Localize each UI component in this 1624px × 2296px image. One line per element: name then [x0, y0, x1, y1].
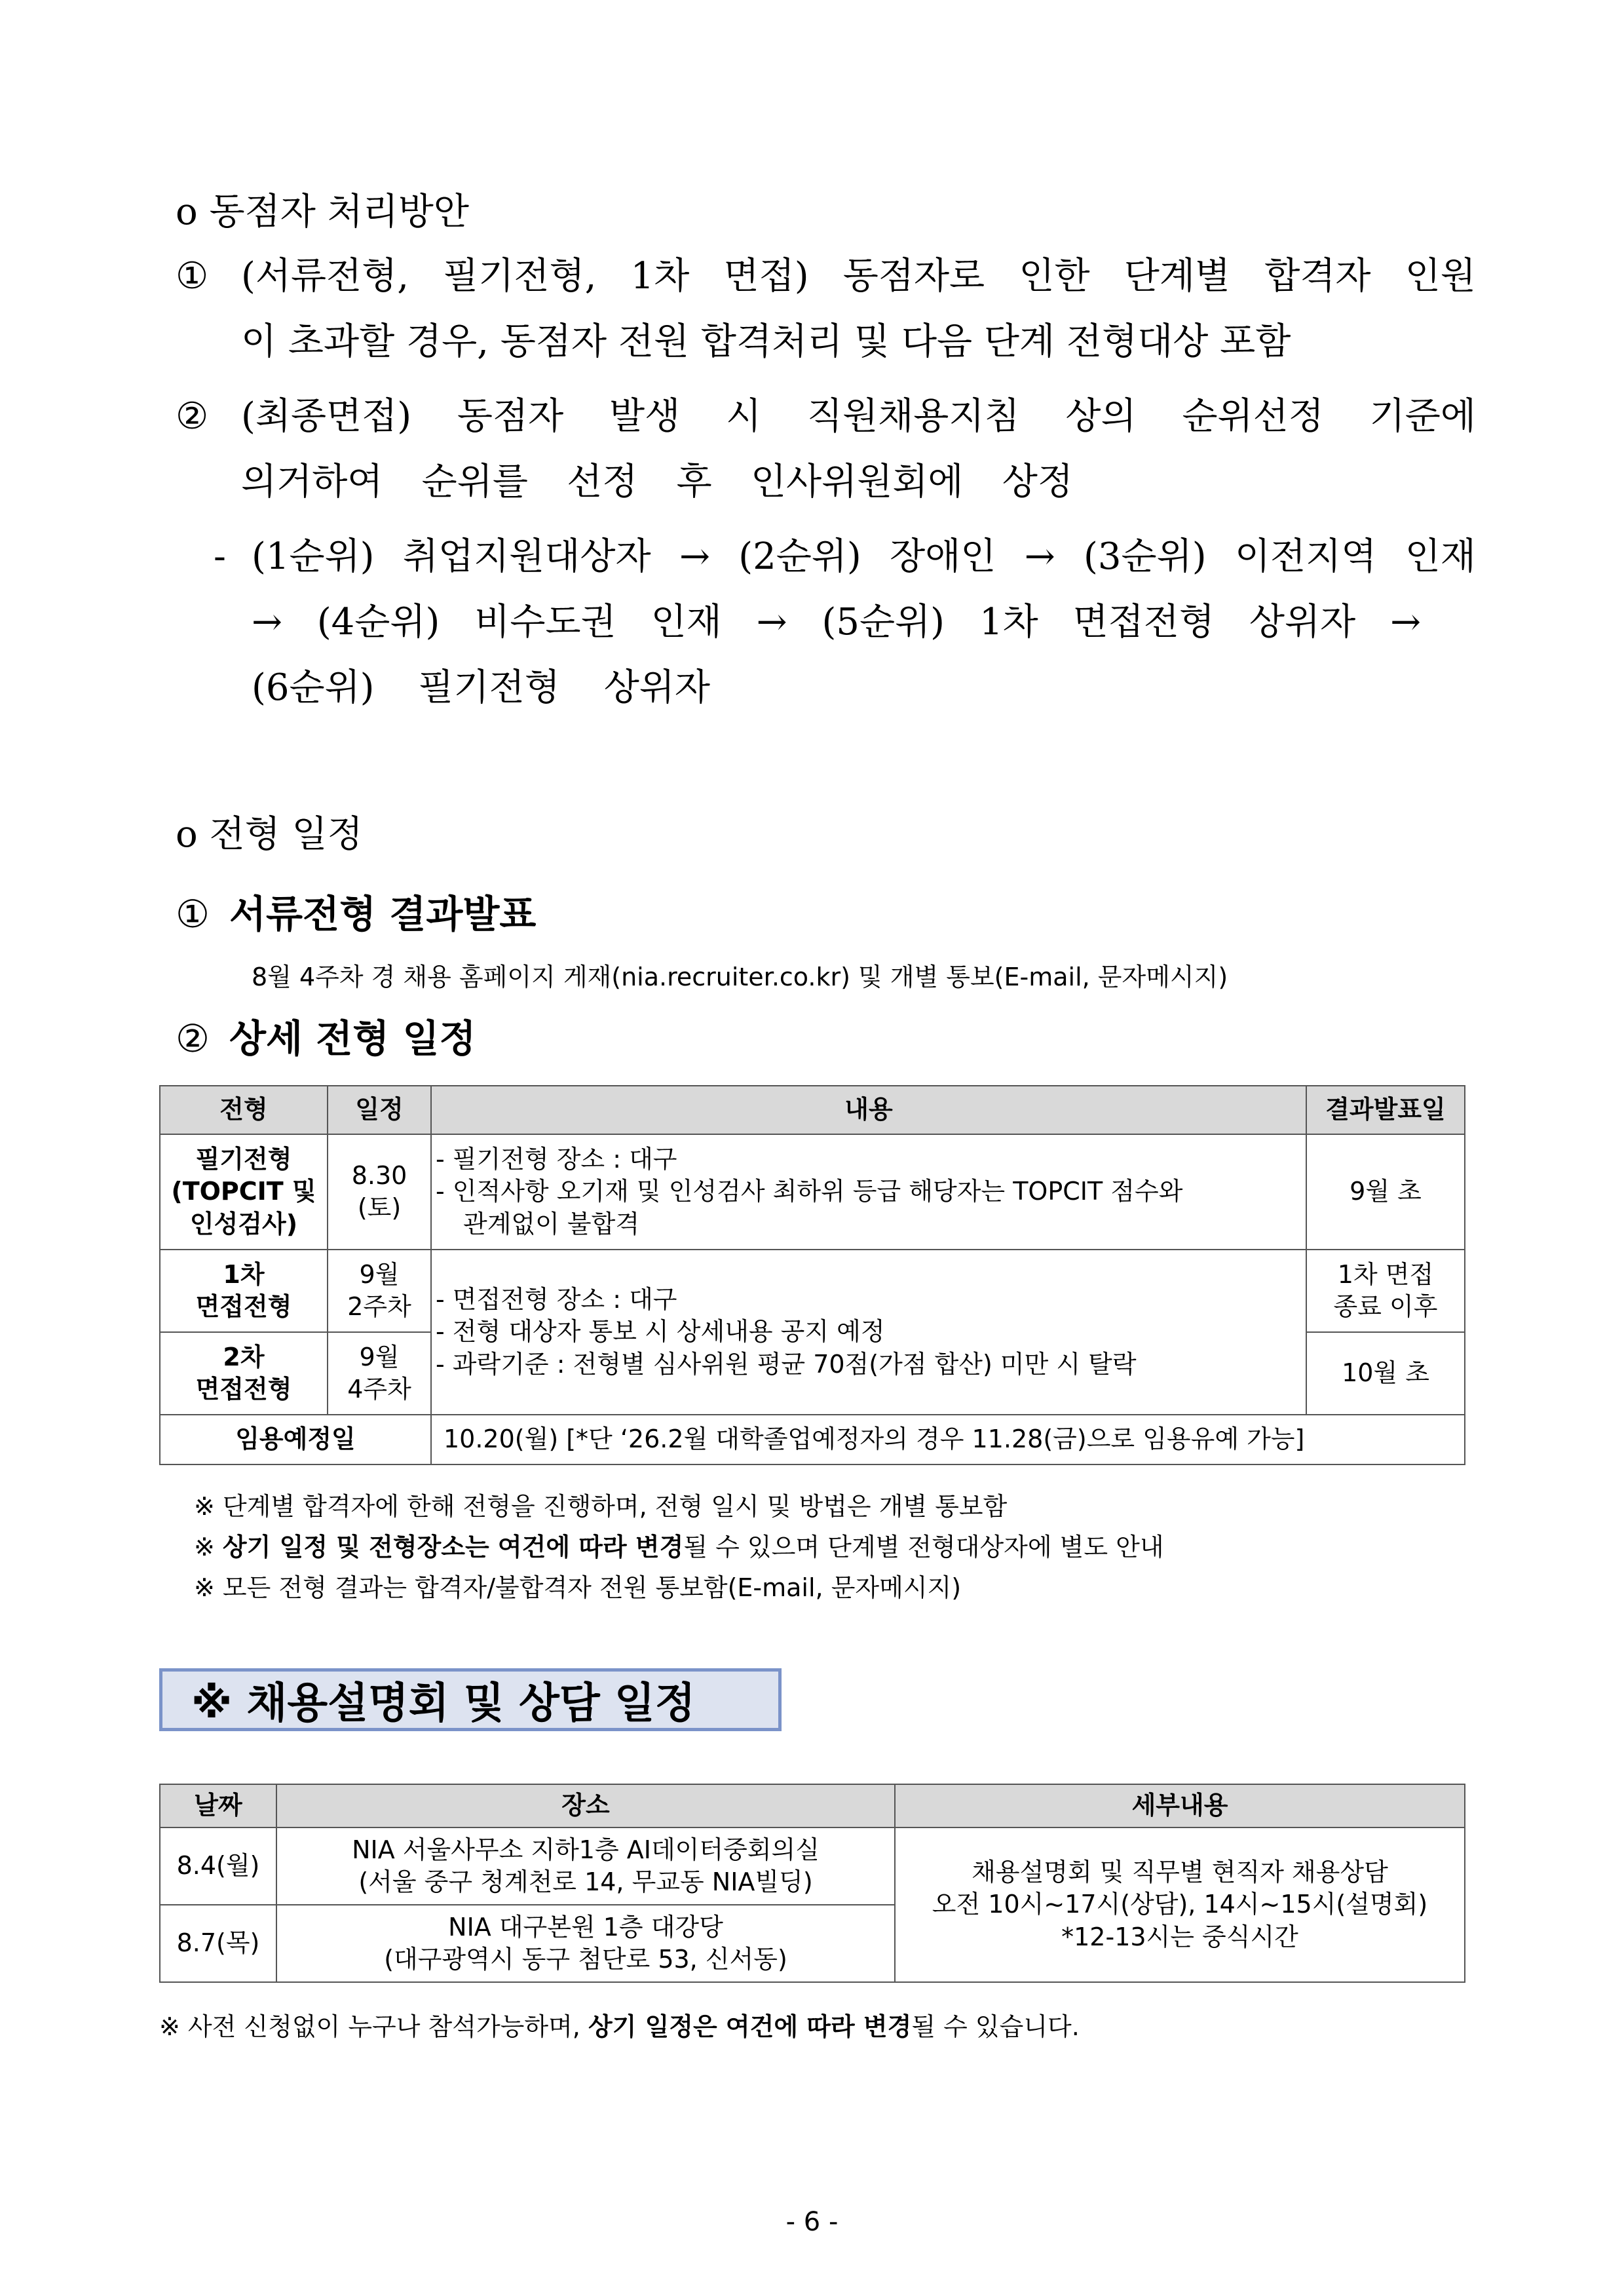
table-row	[160, 1415, 1465, 1464]
briefing-date-daegu: 8.7(목)	[160, 1905, 276, 1982]
schedule-sub1-heading: ① 서류전형 결과발표	[176, 892, 537, 936]
tie-item2-line1: (최종면접) 동점자 발생 시 직원채용지침 상의 순위선정 기준에	[241, 395, 1476, 438]
header-place: 장소	[276, 1784, 895, 1827]
content-written: - 필기전형 장소 : 대구 - 인적사항 오기재 및 인성검사 최하위 등급 해당자는 TOPCIT 점수와 관계없이 불합격	[431, 1134, 1306, 1250]
stage-written: 필기전형 (TOPCIT 및 인성검사)	[160, 1134, 328, 1250]
table-row	[160, 1827, 1465, 1905]
briefing-table	[159, 1784, 1465, 1983]
tie-heading: o 동점자 처리방안	[176, 191, 469, 233]
schedule-sub1-text: 8월 4주차 경 채용 홈페이지 게재(nia.recruiter.co.kr) 및 개별 통보(E-mail, 문자메시지)	[252, 963, 1228, 991]
content-interview: - 면접전형 장소 : 대구 - 전형 대상자 통보 시 상세내용 공지 예정 - 과락기준 : 전형별 심사위원 평균 70점(가점 합산) 미만 시 탈락	[431, 1250, 1306, 1415]
briefing-place-daegu: NIA 대구본원 1층 대강당 (대구광역시 동구 첨단로 53, 신서동)	[276, 1905, 895, 1982]
tie-item1-line1: (서류전형, 필기전형, 1차 면접) 동점자로 인한 단계별 합격자 인원	[241, 255, 1476, 297]
stage-interview2: 2차 면접전형	[160, 1332, 328, 1415]
page-number: - 6 -	[785, 2207, 839, 2237]
table-row	[160, 1250, 1465, 1332]
schedule-heading: o 전형 일정	[176, 813, 363, 856]
priority-line2: → (4순위) 비수도권 인재 → (5순위) 1차 면접전형 상위자 →	[252, 601, 1421, 643]
header-detail: 세부내용	[895, 1784, 1465, 1827]
date-written: 8.30 (토)	[328, 1134, 431, 1250]
priority-line1: (1순위) 취업지원대상자 → (2순위) 장애인 → (3순위) 이전지역 인재	[252, 535, 1476, 578]
appoint-label: 임용예정일	[160, 1415, 431, 1464]
table-row	[160, 1134, 1465, 1250]
header-date: 일정	[328, 1086, 431, 1134]
date-interview2: 9월 4주차	[328, 1332, 431, 1415]
result-interview1: 1차 면접 종료 이후	[1306, 1250, 1465, 1332]
schedule-table-header-row	[160, 1086, 1465, 1134]
schedule-note-2: ※ 상기 일정 및 전형장소는 여건에 따라 변경될 수 있으며 단계별 전형대상자에 별도 안내	[194, 1533, 1164, 1561]
header-result: 결과발표일	[1306, 1086, 1465, 1134]
tie-item2-number: ②	[176, 395, 209, 438]
header-day: 날짜	[160, 1784, 276, 1827]
date-interview1: 9월 2주차	[328, 1250, 431, 1332]
priority-dash: -	[214, 535, 226, 578]
tie-item1-number: ①	[176, 255, 209, 297]
schedule-note-1: ※ 단계별 합격자에 한해 전형을 진행하며, 전형 일시 및 방법은 개별 통보함	[194, 1492, 1008, 1521]
briefing-date-seoul: 8.4(월)	[160, 1827, 276, 1905]
briefing-footnote: ※ 사전 신청없이 누구나 참석가능하며, 상기 일정은 여건에 따라 변경될 수 있습니다.	[159, 2012, 1080, 2041]
tie-item2-line2: 의거하여 순위를 선정 후 인사위원회에 상정	[241, 461, 1073, 503]
appoint-text: 10.20(월) [*단 ‘26.2월 대학졸업예정자의 경우 11.28(금)으로 임용유예 가능]	[431, 1415, 1465, 1464]
tie-item1-line2: 이 초과할 경우, 동점자 전원 합격처리 및 다음 단계 전형대상 포함	[241, 320, 1291, 363]
header-stage: 전형	[160, 1086, 328, 1134]
schedule-table	[159, 1085, 1465, 1465]
briefing-detail: 채용설명회 및 직무별 현직자 채용상담 오전 10시~17시(상담), 14시~15시(설명회) *12-13시는 중식시간	[895, 1827, 1465, 1982]
briefing-table-header-row	[160, 1784, 1465, 1827]
schedule-sub2-heading: ② 상세 전형 일정	[176, 1016, 476, 1061]
schedule-note-3: ※ 모든 전형 결과는 합격자/불합격자 전원 통보함(E-mail, 문자메시지)	[194, 1573, 962, 1602]
priority-line3: (6순위) 필기전형 상위자	[252, 666, 710, 709]
briefing-banner: ※ 채용설명회 및 상담 일정	[159, 1668, 782, 1731]
result-interview2: 10월 초	[1306, 1332, 1465, 1415]
briefing-place-seoul: NIA 서울사무소 지하1층 AI데이터중회의실 (서울 중구 청계천로 14, 무교동 NIA빌딩)	[276, 1827, 895, 1905]
stage-interview1: 1차 면접전형	[160, 1250, 328, 1332]
header-content: 내용	[431, 1086, 1306, 1134]
result-written: 9월 초	[1306, 1134, 1465, 1250]
